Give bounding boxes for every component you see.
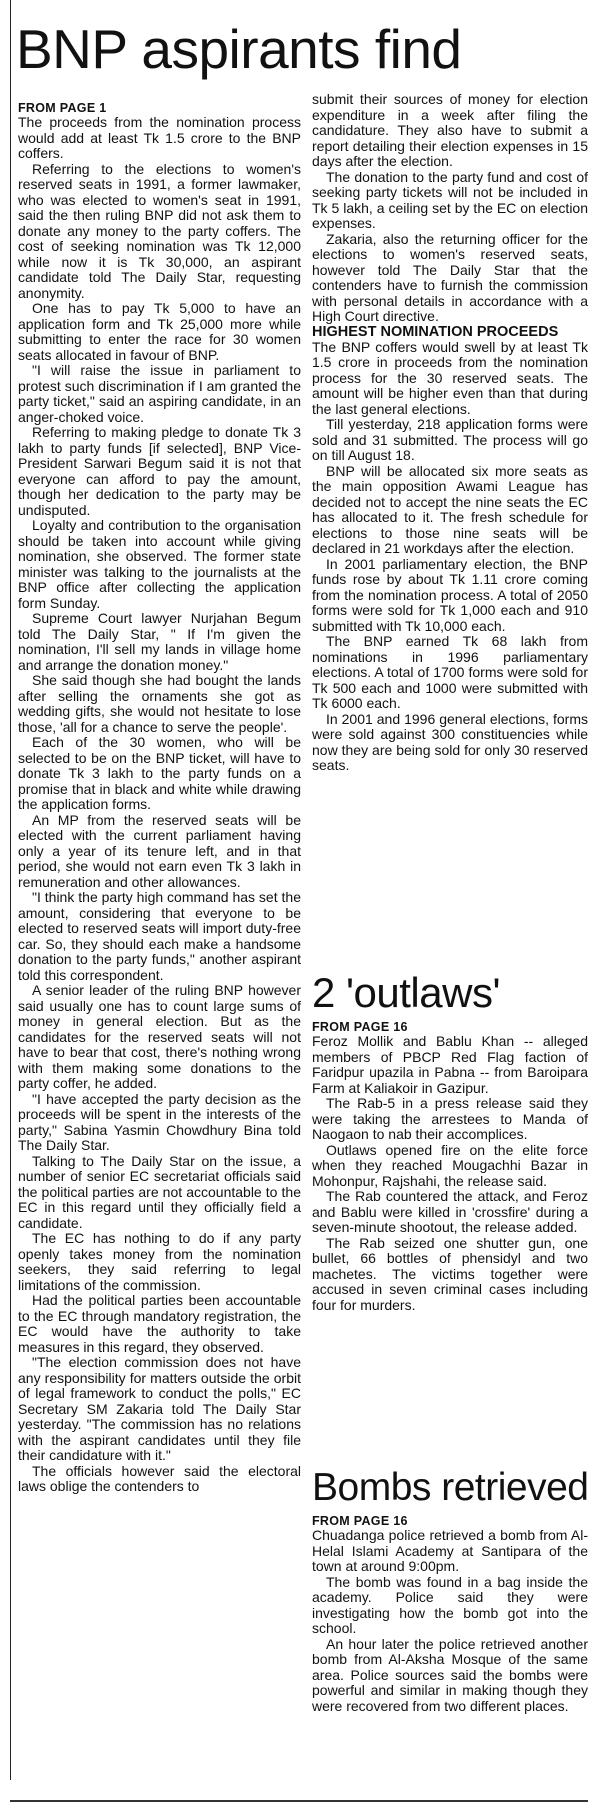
- paragraph: The BNP coffers would swell by at least Tk 1.5 crore in proceeds from the nomination process for the 30 reserved seats. The amount will be higher even than that during the last general elections.: [312, 338, 588, 417]
- paragraph: BNP will be allocated six more seats as the main opposition Awami League has decided not to accept the nine seats the EC has allocated to it. The fresh schedule for elections to those nine seats will be declared in 21 workdays after the election.: [312, 462, 588, 556]
- main-dateline: FROM PAGE 1: [18, 101, 107, 115]
- main-story-column-1: [18, 101, 301, 1495]
- paragraph: "I think the party high command has set the amount, considering that everyone to be elected to reserved seats will import duty-free car. So, they should each make a handsome donation to the party funds," another aspirant told this correspondent.: [18, 889, 301, 983]
- main-headline: BNP aspirants find: [16, 18, 462, 80]
- paragraph: submit their sources of money for election expenditure in a week after filing the candidature. They also have to submit a report detailing their election expenses in 15 days after the election.: [312, 91, 588, 169]
- outlaws-dateline: FROM PAGE 16: [312, 1020, 408, 1034]
- paragraph: Talking to The Daily Star on the issue, a number of senior EC secretariat officials said the political parties are not accountable to the EC in this regard until they officially field a candidate.: [18, 1152, 301, 1231]
- paragraph: Referring to the elections to women's reserved seats in 1991, a former lawmaker, who was elected to women's seat in 1991, said the then ruling BNP did not ask them to donate any money to the party coffers. The cost of seeking nomination was Tk 12,000 while now it is Tk 30,000, an aspirant candidate told The Daily Star, requesting anonymity.: [18, 160, 301, 301]
- paragraph: An MP from the reserved seats will be elected with the current parliament having only a year of its tenure left, and in that period, she would not earn even Tk 3 lakh in remuneration and other allowances.: [18, 811, 301, 890]
- paragraph: The proceeds from the nomination process would add at least Tk 1.5 crore to the BNP coffers.: [18, 114, 301, 161]
- paragraph: Feroz Mollik and Bablu Khan -- alleged members of PBCP Red Flag faction of Faridpur upazila in Pabna -- from Baroipara Farm at Kaliakoir in Gazipur.: [312, 1033, 588, 1096]
- paragraph: Till yesterday, 218 application forms were sold and 31 submitted. The process will go on till August 18.: [312, 416, 588, 463]
- paragraph: The Rab-5 in a press release said they were taking the arrestees to Manda of Naogaon to nab their accomplices.: [312, 1095, 588, 1142]
- bombs-dateline: FROM PAGE 16: [312, 1514, 408, 1528]
- subhead: HIGHEST NOMINATION PROCEEDS: [312, 323, 559, 340]
- paragraph: In 2001 and 1996 general elections, forms were sold against 300 constituencies while now they are being sold for only 30 reserved seats.: [312, 710, 588, 773]
- outlaws-story: [312, 1020, 588, 1313]
- paragraph: The donation to the party fund and cost of seeking party tickets will not be included in Tk 5 lakh, a ceiling set by the EC on election expenses.: [312, 168, 588, 231]
- paragraph: A senior leader of the ruling BNP however said usually one has to count large sums of money in general election. But as the candidates for the reserved seats will not have to bear that cost, there's nothing wrong with them making some donations to the party coffer, he added.: [18, 982, 301, 1091]
- paragraph: One has to pay Tk 5,000 to have an application form and Tk 25,000 more while submitting to enter the race for 30 women seats allocated in favour of BNP.: [18, 300, 301, 363]
- paragraph: "I have accepted the party decision as the proceeds will be spent in the interests of the party," Sabina Yasmin Chowdhury Bina told The Daily Star.: [18, 1090, 301, 1153]
- paragraph: In 2001 parliamentary election, the BNP funds rose by about Tk 1.11 crore coming from the nomination process. A total of 2050 forms were sold for Tk 1,000 each and 910 submitted with Tk 10,000 each.: [312, 555, 588, 634]
- column-rule-left: [10, 0, 11, 1780]
- paragraph: Outlaws opened fire on the elite force when they reached Mougachhi Bazar in Mohonpur, Rajshahi, the release said.: [312, 1141, 588, 1189]
- bombs-headline: Bombs retrieved: [312, 1466, 589, 1509]
- paragraph: Had the political parties been accountable to the EC through mandatory registration, the EC would have the authority to take measures in this regard, they observed.: [18, 1292, 301, 1355]
- paragraph: Referring to making pledge to donate Tk 3 lakh to party funds [if selected], BNP Vice-President Sarwari Begum said it is not that everyone can afford to pay the amount, though her dedication to the party may be undisputed.: [18, 424, 301, 518]
- paragraph: The Rab countered the attack, and Feroz and Bablu were killed in 'crossfire' during a seven-minute shootout, the release added.: [312, 1188, 588, 1235]
- paragraph: Loyalty and contribution to the organisation should be taken into account while giving nomination, she observed. The former state minister was talking to the journalists at the BNP office after collecting the application form Sunday.: [18, 517, 301, 611]
- main-story-column-2: [312, 92, 588, 774]
- paragraph: She said though she had bought the lands after selling the ornaments she got as wedding gifts, she would not hesitate to lose those, 'all for a chance to serve the people'.: [18, 672, 301, 735]
- paragraph: The EC has nothing to do if any party openly takes money from the nomination seekers, they said referring to legal limitations of the commission.: [18, 1230, 301, 1293]
- paragraph: The officials however said the electoral laws oblige the contenders to: [18, 1462, 301, 1494]
- outlaws-headline: 2 'outlaws': [312, 969, 500, 1016]
- paragraph: "The election commission does not have any responsibility for matters outside the orbit of legal framework to conduct the polls," EC Secretary SM Zakaria told The Daily Star yesterday. "The commission has no relations with the aspirant candidates until they file their candidature with it.": [18, 1354, 301, 1463]
- bombs-story: [312, 1514, 588, 1714]
- paragraph: The Rab seized one shutter gun, one bullet, 66 bottles of phensidyl and two machetes. The victims together were accused in seven criminal cases including four for murders.: [312, 1234, 588, 1313]
- bottom-rule: [10, 1800, 588, 1802]
- paragraph: An hour later the police retrieved another bomb from Al-Aksha Mosque of the same area. Police sources said the bombs were powerful and similar in making though they were recovered from two different places.: [312, 1635, 588, 1714]
- paragraph: The bomb was found in a bag inside the academy. Police said they were investigating how the bomb got into the school.: [312, 1573, 588, 1636]
- paragraph: Zakaria, also the returning officer for the elections to women's reserved seats, however told The Daily Star that the contenders have to furnish the commission with personal details in accordance with a High Court directive.: [312, 230, 588, 324]
- paragraph: Each of the 30 women, who will be selected to be on the BNP ticket, will have to donate Tk 3 lakh to the party funds on a promise that in black and white while drawing the application forms.: [18, 734, 301, 812]
- paragraph: Supreme Court lawyer Nurjahan Begum told The Daily Star, " If I'm given the nomination, I'll sell my lands in village home and arrange the donation money.": [18, 610, 301, 673]
- paragraph: Chuadanga police retrieved a bomb from Al-Helal Islami Academy at Santipara of the town at around 9:00pm.: [312, 1527, 588, 1574]
- paragraph: "I will raise the issue in parliament to protest such discrimination if I am granted the party ticket," said an aspiring candidate, in an anger-choked voice.: [18, 362, 301, 425]
- paragraph: The BNP earned Tk 68 lakh from nominations in 1996 parliamentary elections. A total of 1700 forms were sold for Tk 500 each and 1000 were submitted with Tk 6000 each.: [312, 633, 588, 711]
